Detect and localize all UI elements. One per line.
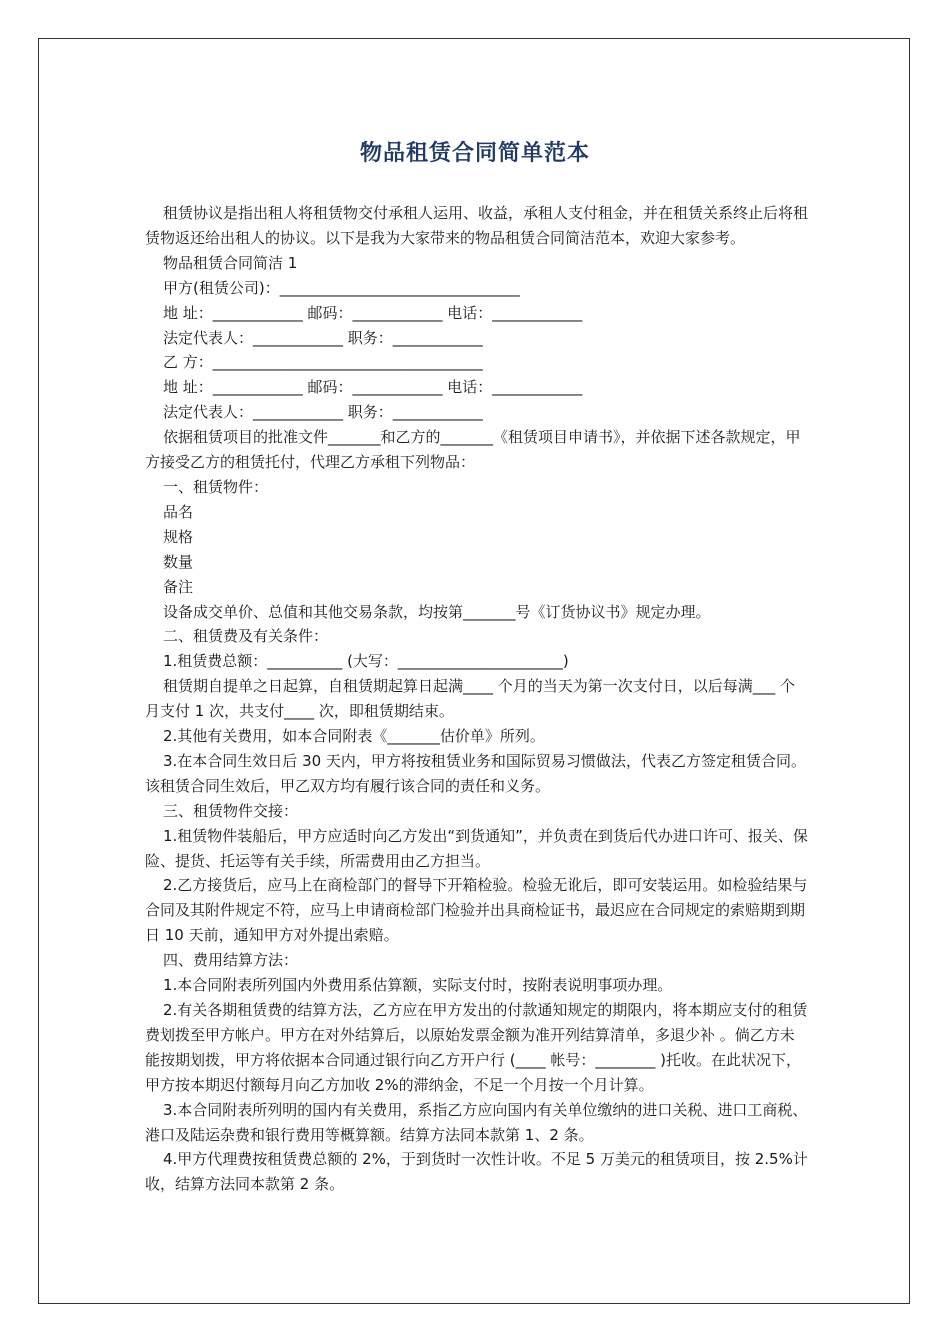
other-fees-paragraph: 2.其他有关费用，如本合同附表《_______估价单》所列。: [163, 727, 545, 746]
basis-paragraph: 依据租赁项目的批准文件_______和乙方的_______《租赁项目申请书》，并依据下述各款规定，甲方接受乙方的租赁托付，代理乙方承租下列物品：: [145, 428, 801, 472]
settlement-2-paragraph: 2.有关各期租赁费的结算方法，乙方应在甲方发出的付款通知规定的期限内，将本期应支付的租赁费划拨至甲方帐户。甲方在对外结算后，以原始发票金额为准开列结算清单，多退少补 。倘乙方未能按期划拨，甲方将依据本合同通过银行向乙方开户行 (____ 帐号：________ )托收。在此状况下，甲方按本期迟付额每月向乙方加收 2%的滞纳金，不足一个月按一个月计算。: [145, 1001, 808, 1094]
settlement-3-paragraph: 3.本合同附表所列明的国内有关费用，系指乙方应向国内有关单位缴纳的进口关税、进口工商税、港口及陆运杂费和银行费用等概算额。结算方法同本款第 1、2 条。: [145, 1100, 808, 1144]
party-a-address-line: 地 址：____________ 邮码：____________ 电话：____________: [163, 303, 583, 322]
rent-total-line: 1.租赁费总额：__________ (大写：______________________): [163, 652, 569, 671]
party-a-representative-line: 法定代表人：____________ 职务：____________: [163, 328, 483, 347]
document-title: 物品租赁合同简单范本: [359, 141, 590, 166]
settlement-4-paragraph: 4.甲方代理费按租赁费总额的 2%，于到货时一次性计收。不足 5 万美元的租赁项目，按 2.5%计收，结算方法同本款第 2 条。: [145, 1150, 808, 1194]
party-b-line: 乙 方：____________________________________: [163, 353, 483, 372]
item-remark-label: 备注: [163, 577, 194, 596]
party-b-address-line: 地 址：____________ 邮码：____________ 电话：____________: [163, 378, 583, 397]
sign-contract-paragraph: 3.在本合同生效日后 30 天内，甲方将按租赁业务和国际贸易习惯做法，代表乙方签定租赁合同。该租赁合同生效后，甲乙双方均有履行该合同的责任和义务。: [145, 751, 806, 795]
intro-paragraph: 租赁协议是指出租人将租赁物交付承租人运用、收益，承租人支付租金，并在租赁关系终止后将租赁物返还给出租人的协议。以下是我为大家带来的物品租赁合同简洁范本，欢迎大家参考。: [145, 204, 809, 247]
party-a-line: 甲方(租赁公司)：________________________________: [163, 278, 520, 297]
section-1-heading: 一、租赁物件：: [163, 477, 269, 496]
party-b-representative-line: 法定代表人：____________ 职务：____________: [163, 403, 483, 422]
document-body: [145, 201, 809, 1197]
item-spec-label: 规格: [163, 527, 194, 546]
order-agreement-paragraph: 设备成交单价、总值和其他交易条款，均按第_______号《订货协议书》规定办理。: [163, 602, 711, 621]
rent-period-paragraph: 租赁期自提单之日起算，自租赁期起算日起满____ 个月的当天为第一次支付日，以后每满___ 个月支付 1 次，共支付____ 次，即租赁期结束。: [145, 677, 796, 721]
contract-heading: 物品租赁合同简洁 1: [163, 253, 298, 272]
settlement-1-paragraph: 1.本合同附表所列国内外费用系估算额，实际支付时，按附表说明事项办理。: [163, 976, 673, 995]
section-3-heading: 三、租赁物件交接：: [163, 801, 299, 820]
section-4-heading: 四、费用结算方法：: [163, 951, 299, 970]
inspection-paragraph: 2.乙方接货后，应马上在商检部门的督导下开箱检验。检验无讹后，即可安装运用。如检验结果与合同及其附件规定不符，应马上申请商检部门检验并出具商检证书，最迟应在合同规定的索赔期到期日 10 天前，通知甲方对外提出索赔。: [145, 876, 808, 945]
item-quantity-label: 数量: [163, 552, 194, 571]
shipping-paragraph: 1.租赁物件装船后，甲方应适时向乙方发出“到货通知”，并负责在到货后代办进口许可、报关、保险、提货、托运等有关手续，所需费用由乙方担当。: [145, 826, 808, 870]
item-name-label: 品名: [163, 502, 194, 521]
section-2-heading: 二、租赁费及有关条件：: [163, 627, 329, 646]
